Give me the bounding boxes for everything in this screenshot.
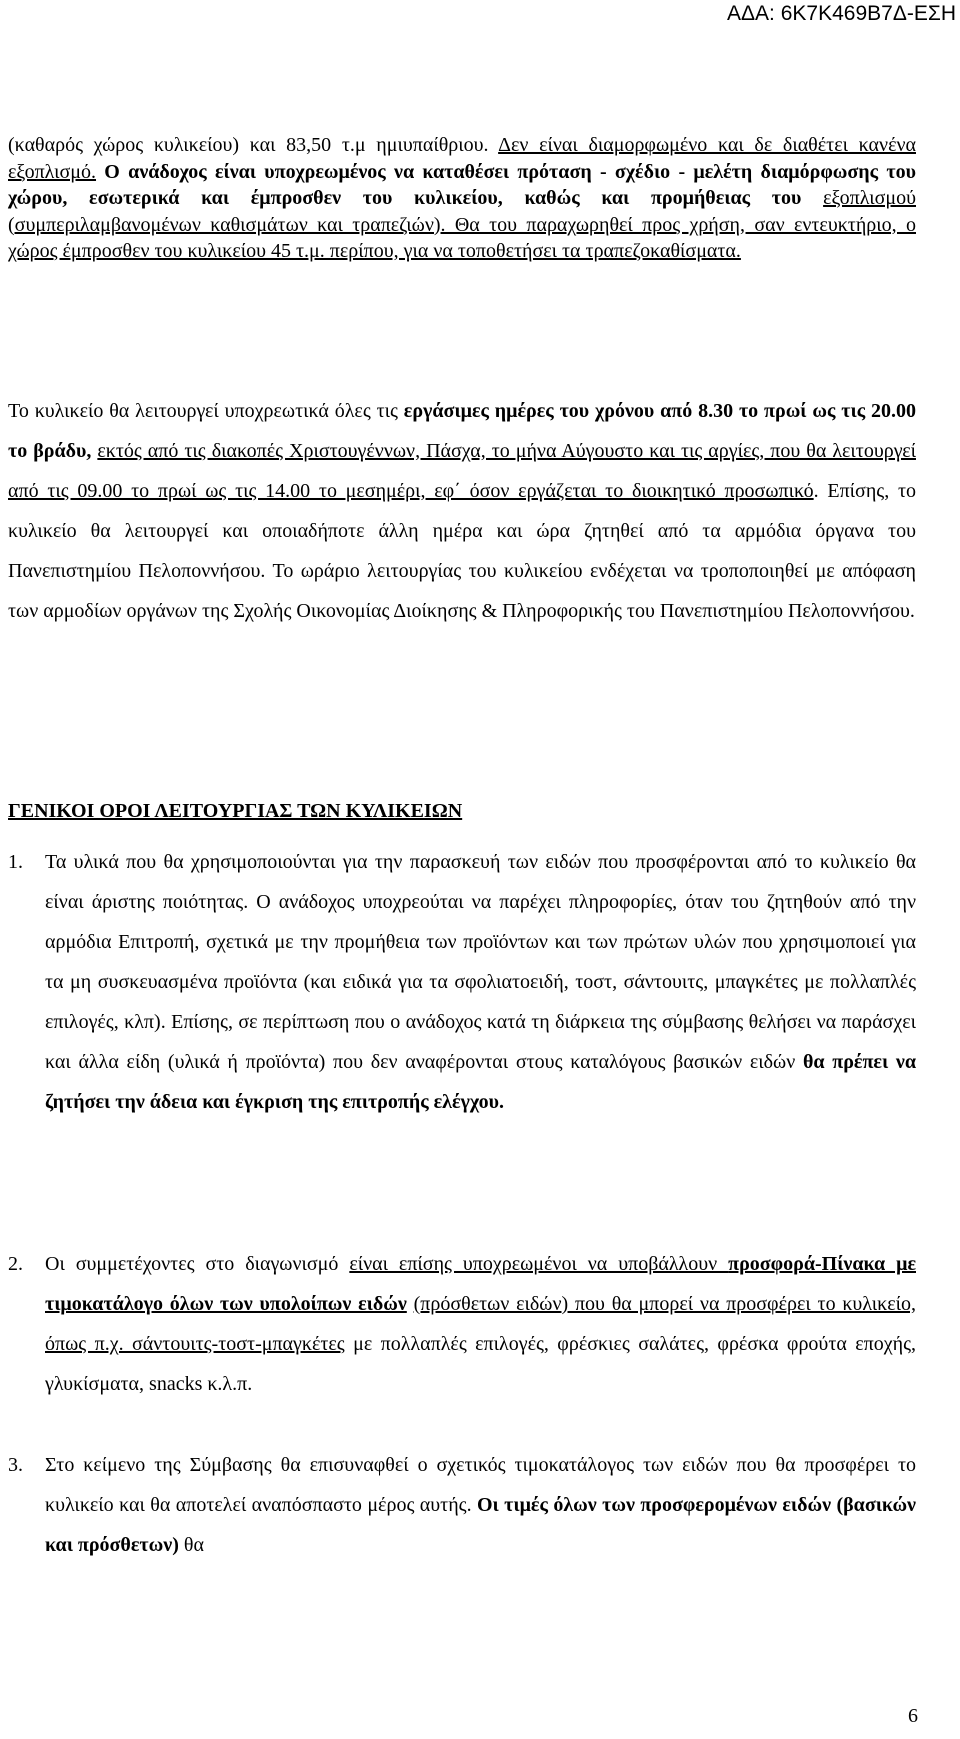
bold-underlined-text: προσφορά-Πίνακα με τιμοκατάλογο όλων των υπολοίπων ειδών (45, 1253, 916, 1315)
bold-text: Οι τιμές όλων των προσφερομένων ειδών (βασικών και πρόσθετων) (45, 1494, 916, 1556)
list-item-number: 2. (8, 1253, 23, 1275)
text-span: με πολλαπλές επιλογές, φρέσκιες σαλάτες, φρέσκα φρούτα εποχής, γλυκίσματα, snacks κ.λ.π. (45, 1333, 917, 1395)
underlined-text: (πρόσθετων ειδών) που θα μπορεί να προσφέρει το κυλικείο, όπως π.χ. σάντουιτς-τοστ-μπαγκέτες (45, 1293, 917, 1355)
list-item-text (45, 1244, 916, 1404)
list-item-number: 3. (8, 1454, 23, 1476)
paragraph-operating-hours (8, 391, 916, 631)
section-title: ΓΕΝΙΚΟΙ ΟΡΟΙ ΛΕΙΤΟΥΡΓΙΑΣ ΤΩΝ ΚΥΛΙΚΕΙΩΝ (8, 800, 463, 822)
list-item (8, 842, 916, 1122)
underlined-text: είναι επίσης υποχρεωμένοι να υποβάλλουν (349, 1253, 729, 1275)
bold-text: θα πρέπει να ζητήσει την άδεια και έγκριση της επιτροπής ελέγχου. (45, 1051, 916, 1113)
list-item (8, 1244, 916, 1404)
text-span: Οι συμμετέχοντες στο διαγωνισμό (45, 1253, 350, 1275)
text-span: . Επίσης, το κυλικείο θα λειτουργεί και οποιαδήποτε άλλη ημέρα και ώρα ζητηθεί από τα αρμόδια όργανα του Πανεπιστημίου Πελοποννήσου. Το ωράριο λειτουργίας του κυλικείου ενδέχεται να τροποποιηθεί με απόφαση των αρμοδίων οργάνων της Σχολής Οικονομίας Διοίκησης & Πληροφορικής του Πανεπιστημίου Πελοποννήσου. (8, 480, 916, 622)
underlined-text: Δεν είναι διαμορφωμένο και δε διαθέτει κανένα εξοπλισμό. (8, 134, 916, 183)
paragraph-space-description (8, 132, 916, 265)
document-code-header: ΑΔΑ: 6Κ7Κ469Β7Δ-ΕΣΗ (727, 2, 956, 25)
underlined-text: εκτός από τις διακοπές Χριστουγέννων, Πάσχα, το μήνα Αύγουστο και τις αργίες, που θα λειτουργεί από τις 09.00 το πρωί ως τις 14.00 το μεσημέρι, εφ΄ όσον εργάζεται το διοικητικό προσωπικό (8, 440, 916, 502)
list-item-number: 1. (8, 851, 23, 873)
text-span (407, 1293, 414, 1315)
text-span: Στο κείμενο της Σύμβασης θα επισυναφθεί ο σχετικός τιμοκατάλογος των ειδών που θα προσφέρει το κυλικείο και θα αποτελεί αναπόσπαστο μέρος αυτής. (45, 1454, 916, 1516)
list-item-text (45, 1445, 916, 1565)
text-span: Τα υλικά που θα χρησιμοποιούνται για την παρασκευή των ειδών που προσφέρονται από το κυλικείο θα είναι άριστης ποιότητας. Ο ανάδοχος υποχρεούται να παρέχει πληροφορίες, όταν του ζητηθούν από την αρμόδια Επιτροπή, σχετικά με την προμήθεια των προϊόντων και των πρώτων υλών που χρησιμοποιεί για τα μη συσκευασμένα προϊόντα (και ειδικά για τα σφολιατοειδή, τοστ, σάντουιτς, μπαγκέτες με πολλαπλές επιλογές, κλπ). Επίσης, σε περίπτωση που ο ανάδοχος κατά τη διάρκεια της σύμβασης θελήσει να παράσχει και άλλα είδη (υλικά ή προϊόντα) που δεν αναφέρονται στους καταλόγους βασικών ειδών (45, 851, 916, 1073)
list-item (8, 1445, 916, 1565)
text-span: (καθαρός χώρος κυλικείου) και 83,50 τ.μ ημιυπαίθριου. (8, 134, 499, 156)
underlined-text: εξοπλισμού (συμπεριλαμβανομένων καθισμάτων και τραπεζιών). Θα του παραχωρηθεί προς χρήση, σαν εντευκτήριο, ο χώρος έμπροσθεν του κυλικείου 45 τ.μ. περίπου, για να τοποθετήσει τα τραπεζοκαθίσματα. (8, 187, 916, 262)
list-item-text (45, 842, 916, 1122)
bold-text: εργάσιμες ημέρες του χρόνου από 8.30 το πρωί ως τις 20.00 το βράδυ, (8, 400, 916, 462)
bold-text: Ο ανάδοχος είναι υποχρεωμένος να καταθέσει πρόταση - σχέδιο - μελέτη διαμόρφωσης του χώρου, εσωτερικά και έμπροσθεν του κυλικείου, καθώς και προμήθειας του (8, 160, 916, 209)
text-span: θα (178, 1534, 204, 1556)
text-span: Το κυλικείο θα λειτουργεί υποχρεωτικά όλες τις (8, 400, 404, 422)
page-number: 6 (908, 1705, 918, 1727)
